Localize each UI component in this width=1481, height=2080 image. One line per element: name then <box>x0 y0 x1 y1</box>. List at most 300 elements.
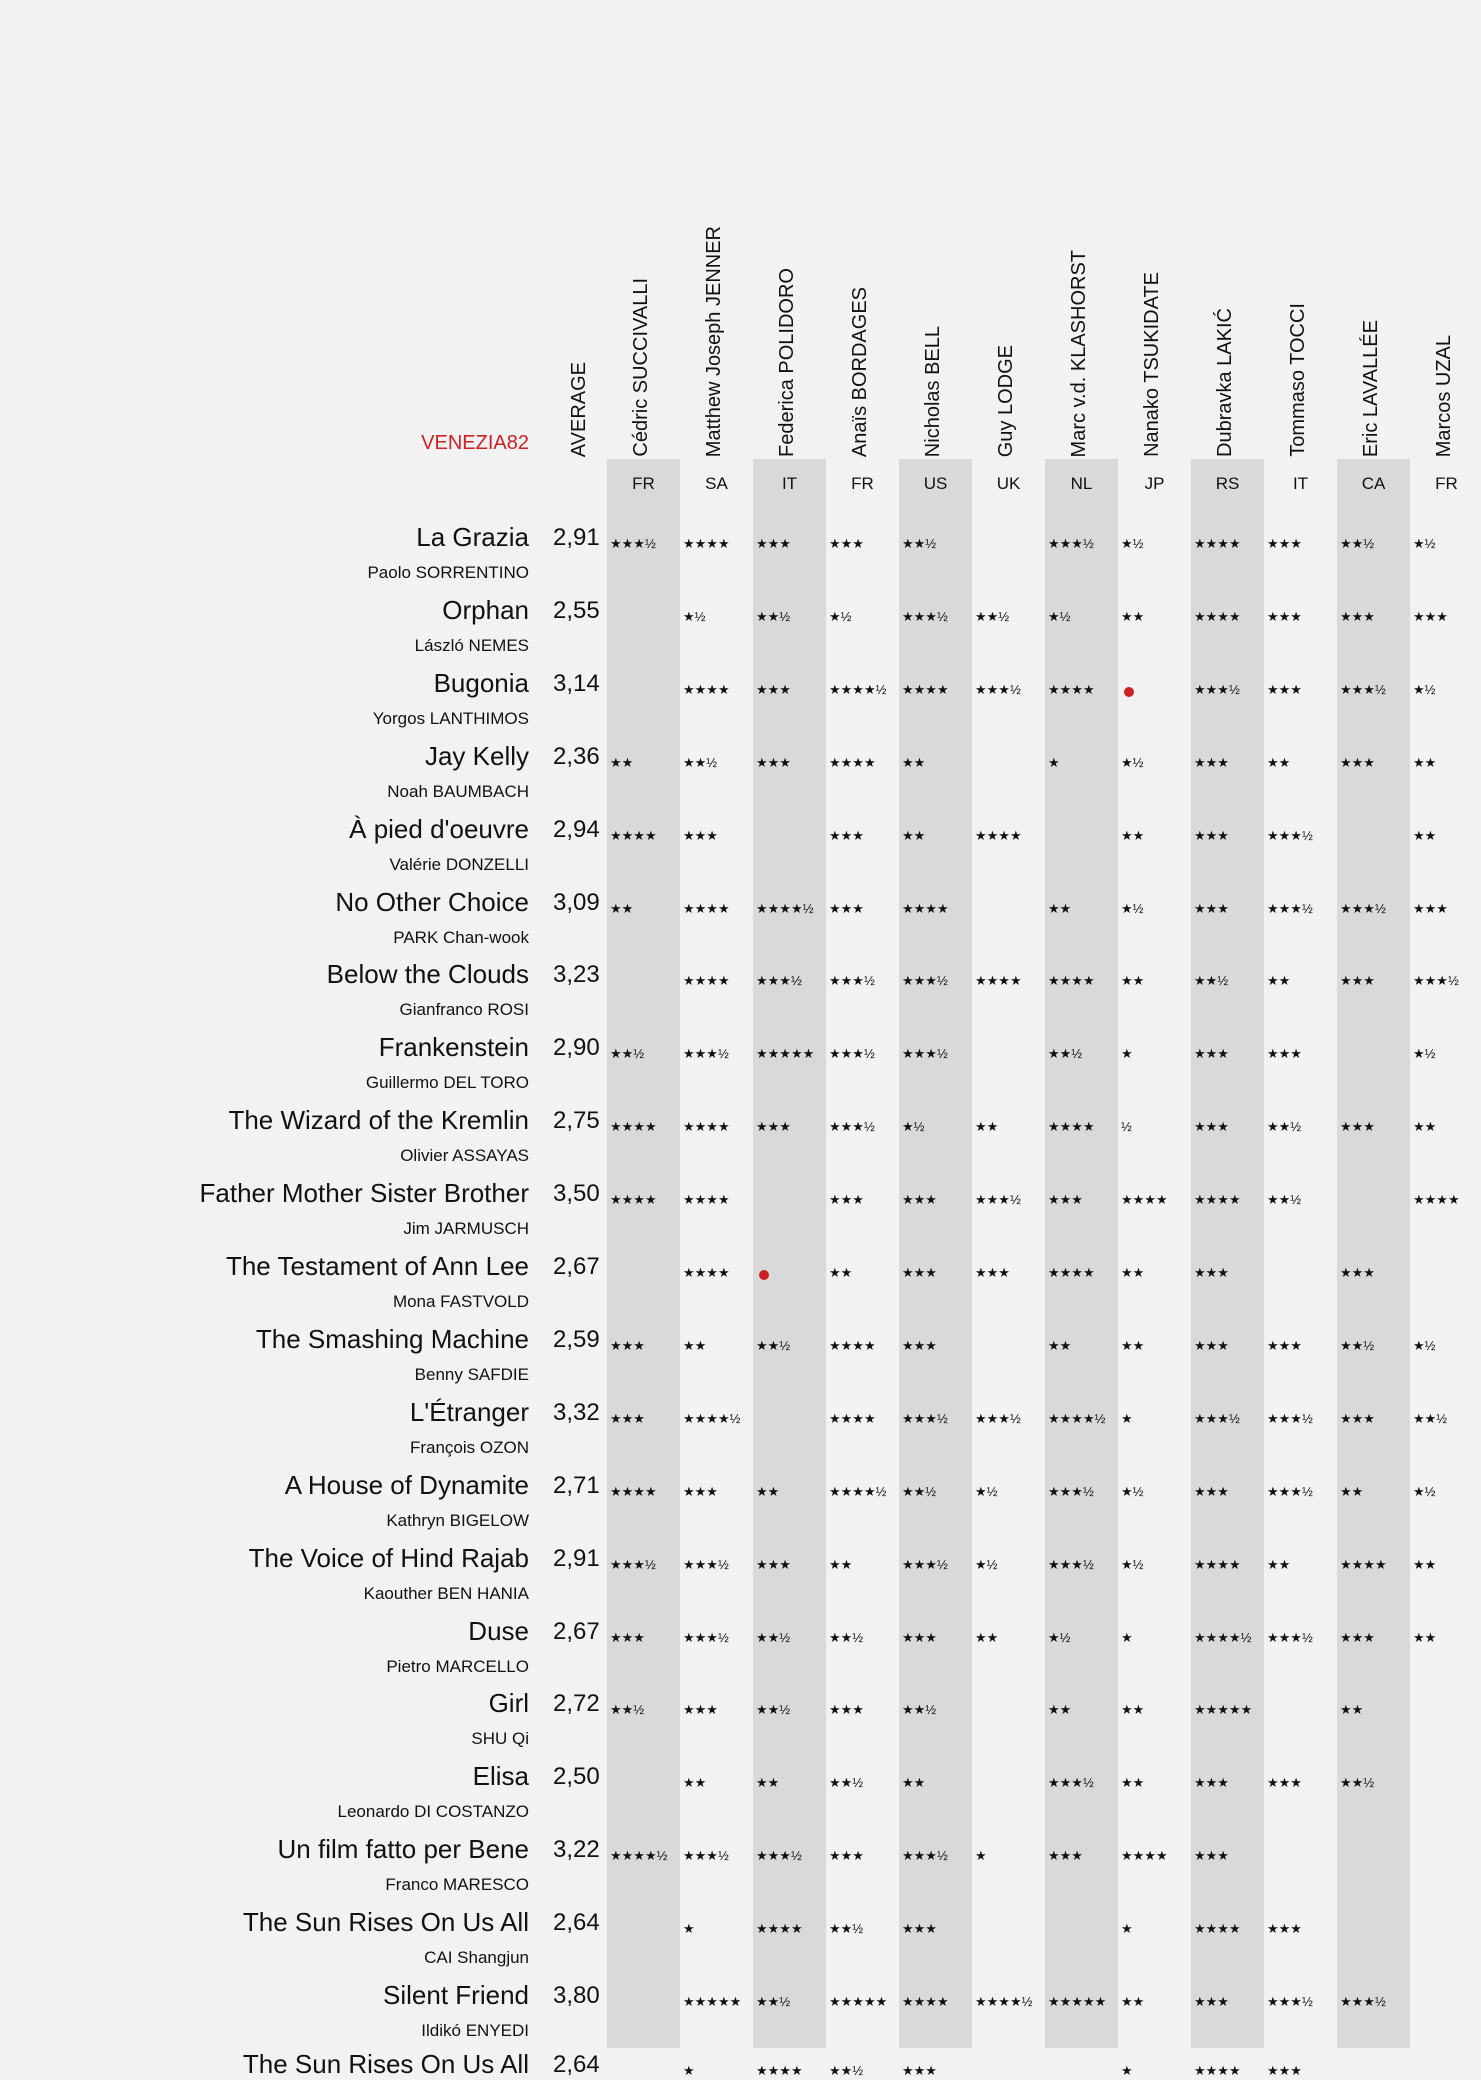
rating-cell: ★★★★ <box>829 1410 876 1426</box>
rating-cell: ★½ <box>1413 1483 1436 1499</box>
film-average: 3,80 <box>553 1982 600 2009</box>
film-title: Below the Clouds <box>326 959 529 990</box>
critic-name-header: Cédric SUCCIVALLI <box>630 278 652 457</box>
film-average: 2,64 <box>553 1909 600 1937</box>
critic-country: UK <box>996 474 1021 493</box>
rating-cell: ★★★ <box>1267 1775 1302 1791</box>
film-average: 2,94 <box>553 815 600 843</box>
rating-cell: ★★★½ <box>829 1119 875 1135</box>
rating-cell: ★★★ <box>1194 1046 1229 1062</box>
festival-label: VENEZIA82 <box>421 432 529 454</box>
rating-cell: ★★ <box>902 754 926 770</box>
rating-cell: ★★★ <box>1194 1994 1229 2009</box>
film-director: Paolo SORRENTINO <box>367 563 529 582</box>
film-title: À pied d'oeuvre <box>349 813 529 844</box>
film-average: 2,71 <box>553 1471 600 1499</box>
film-director: László NEMES <box>414 635 529 655</box>
rating-cell: ★★★½ <box>902 1848 948 1864</box>
critic-name-header: Anaïs BORDAGES <box>849 286 871 457</box>
rating-cell: ★★★ <box>829 1192 864 1208</box>
rating-cell: ★½ <box>683 608 706 624</box>
rating-cell: ★★★ <box>1194 754 1229 770</box>
rating-cell: ★★★½ <box>902 1556 948 1572</box>
rating-cell: ★★½ <box>756 1629 791 1645</box>
rating-cell: ★★ <box>756 1483 780 1499</box>
critic-name-header: Guy LODGE <box>995 344 1017 457</box>
rating-cell: ★½ <box>1121 900 1144 916</box>
critic-country: FR <box>851 474 874 493</box>
rating-cell: ★★★½ <box>1048 1483 1094 1499</box>
rating-cell: ★★★ <box>1340 608 1375 624</box>
film-director: CAI Shangjun <box>424 1948 529 1968</box>
rating-cell: ★ <box>1121 1629 1133 1645</box>
rating-cell: ★★★★ <box>610 1192 657 1208</box>
rating-cell: ★★ <box>1121 1775 1145 1791</box>
film-title: Girl <box>488 1688 529 1719</box>
film-director: Ildikó ENYEDI <box>421 2021 529 2040</box>
rating-cell: ★★ <box>902 1775 926 1791</box>
rating-cell: ★★★★ <box>1048 1119 1095 1135</box>
rating-cell: ★½ <box>902 1119 925 1135</box>
rating-cell: ★★★★ <box>829 1337 876 1353</box>
film-title: The Voice of Hind Rajab <box>248 1542 529 1573</box>
rating-cell: ★★★★½ <box>1048 1410 1106 1426</box>
rating-cell: ★★★½ <box>1340 681 1386 697</box>
film-average: 3,09 <box>553 888 600 916</box>
rating-cell: ★★★★ <box>1194 1921 1241 1937</box>
critic-country: IT <box>1292 474 1309 493</box>
rating-cell: ★★½ <box>1048 1046 1083 1062</box>
rating-cell: ★★★ <box>756 1119 791 1135</box>
walkout-dot <box>1124 687 1134 697</box>
rating-cell: ★★★★★ <box>1194 1702 1253 1718</box>
film-title: Jay Kelly <box>424 740 529 771</box>
rating-cell: ★★ <box>1048 1337 1072 1353</box>
rating-cell: ★ <box>683 1921 695 1937</box>
rating-cell: ½ <box>1121 1119 1132 1135</box>
rating-cell: ★★½ <box>756 608 791 624</box>
rating-cell: ★★½ <box>902 1702 937 1718</box>
film-director: Benny SAFDIE <box>414 1364 529 1384</box>
rating-cell: ★★ <box>683 1775 707 1791</box>
rating-cell: ★ <box>975 1848 987 1864</box>
rating-cell: ★★★ <box>1194 1265 1229 1280</box>
critic-name-header: Nicholas BELL <box>922 325 944 457</box>
rating-cell: ★★★★ <box>975 973 1022 989</box>
rating-cell: ★★★ <box>1194 1775 1229 1791</box>
rating-cell: ★★★★ <box>1194 1192 1241 1208</box>
rating-cell: ★★★★½ <box>1194 1629 1252 1645</box>
rating-cell: ★★★★ <box>683 1119 730 1135</box>
rating-cell: ★★★ <box>902 1265 937 1280</box>
rating-cell: ★★ <box>1340 1483 1364 1499</box>
rating-cell: ★★★½ <box>902 1046 948 1062</box>
film-title: The Sun Rises On Us All <box>242 2048 529 2079</box>
rating-cell: ★★★½ <box>1340 900 1386 916</box>
film-director: SHU Qi <box>471 1729 529 1749</box>
rating-cell: ★★★½ <box>1048 1556 1094 1572</box>
rating-cell: ★★ <box>1340 1702 1364 1718</box>
rating-cell: ★★★ <box>1194 827 1229 843</box>
critic-name-header: Marc v.d. KLASHORST <box>1068 249 1090 457</box>
rating-cell: ★★★ <box>756 681 791 697</box>
critic-country: NL <box>1070 474 1093 493</box>
film-average: 2,59 <box>553 1325 600 1353</box>
rating-cell: ★★★ <box>1194 900 1229 916</box>
rating-cell: ★½ <box>1121 1483 1144 1499</box>
critic-name-header: Federica POLIDORO <box>776 268 798 457</box>
rating-cell: ★★★ <box>829 1702 864 1718</box>
rating-cell: ★★½ <box>1267 1192 1302 1208</box>
rating-cell: ★★★ <box>683 827 718 843</box>
rating-cell: ★★ <box>1121 1337 1145 1353</box>
critic-country: SA <box>705 474 728 493</box>
film-title: A House of Dynamite <box>284 1469 529 1500</box>
film-average: 2,50 <box>553 1763 600 1791</box>
rating-cell: ★★★ <box>829 827 864 843</box>
rating-cell: ★½ <box>1413 1337 1436 1353</box>
rating-cell: ★★ <box>1048 900 1072 916</box>
rating-cell: ★★★★ <box>683 900 730 916</box>
rating-cell: ★★★ <box>1340 973 1375 989</box>
rating-cell: ★★★★ <box>1121 1192 1168 1208</box>
rating-cell: ★½ <box>829 608 852 624</box>
rating-cell: ★★ <box>1267 973 1291 989</box>
rating-cell: ★★★ <box>756 754 791 770</box>
film-average: 2,67 <box>553 1253 600 1280</box>
critic-name-header: Nanako TSUKIDATE <box>1141 272 1163 457</box>
rating-cell: ★★★ <box>756 536 791 551</box>
film-average: 2,90 <box>553 1034 600 1062</box>
rating-cell: ★★ <box>1267 754 1291 770</box>
rating-cell: ★★★ <box>829 900 864 916</box>
rating-cell: ★★½ <box>1340 1775 1375 1791</box>
rating-cell: ★★★★ <box>683 973 730 989</box>
rating-cell: ★★½ <box>756 1702 791 1718</box>
rating-cell: ★★ <box>1413 1556 1437 1572</box>
rating-cell: ★★½ <box>1340 536 1375 551</box>
rating-cell: ★★★½ <box>975 1192 1021 1208</box>
rating-cell: ★★★ <box>683 1483 718 1499</box>
rating-cell: ★★★½ <box>1194 1410 1240 1426</box>
film-director: Noah BAUMBACH <box>387 781 529 801</box>
critic-name-header: Marcos UZAL <box>1433 334 1455 457</box>
film-average: 3,22 <box>553 1836 600 1864</box>
rating-cell: ★★★★ <box>610 1483 657 1499</box>
critic-name-header: Tommaso TOCCI <box>1287 303 1309 457</box>
rating-cell: ★★½ <box>1194 973 1229 989</box>
rating-cell: ★½ <box>1413 1046 1436 1062</box>
rating-cell: ★★★ <box>902 2062 937 2078</box>
rating-cell: ★★★ <box>1194 1119 1229 1135</box>
rating-cell: ★★★★½ <box>829 681 887 697</box>
rating-cell: ★★ <box>975 1119 999 1135</box>
rating-cell: ★★★★ <box>1194 536 1241 551</box>
rating-cell: ★★★ <box>1267 608 1302 624</box>
film-title: Orphan <box>442 594 529 625</box>
rating-cell: ★★★★ <box>756 2062 803 2078</box>
film-average: 3,50 <box>553 1180 600 1208</box>
film-director: Gianfranco ROSI <box>399 1000 529 1020</box>
critic-name-header: Dubravka LAKIĆ <box>1214 308 1236 457</box>
rating-cell: ★★★★ <box>683 536 730 551</box>
rating-cell: ★★★½ <box>829 1046 875 1062</box>
rating-cell: ★★★★ <box>902 1994 949 2009</box>
rating-cell: ★★★ <box>1340 754 1375 770</box>
rating-cell: ★★★★½ <box>610 1848 668 1864</box>
rating-cell: ★★★½ <box>756 973 802 989</box>
rating-cell: ★★★ <box>1267 2062 1302 2078</box>
critic-country: CA <box>1361 474 1386 493</box>
rating-cell: ★★★½ <box>1267 1629 1313 1645</box>
rating-cell: ★★★ <box>756 1556 791 1572</box>
rating-cell: ★★½ <box>1413 1410 1448 1426</box>
film-director: Leonardo DI COSTANZO <box>337 1802 529 1822</box>
rating-cell: ★½ <box>975 1556 998 1572</box>
rating-cell: ★★★½ <box>829 973 875 989</box>
rating-cell: ★★½ <box>610 1702 645 1718</box>
critic-name-header: Eric LAVALLÉE <box>1360 319 1382 457</box>
film-director: Franco MARESCO <box>385 1875 529 1895</box>
film-average: 2,91 <box>553 524 600 551</box>
film-average: 3,23 <box>553 961 600 989</box>
rating-cell: ★ <box>1121 1410 1133 1426</box>
rating-cell: ★★★★ <box>1048 973 1095 989</box>
rating-cell: ★★★★ <box>1048 681 1095 697</box>
film-title: Bugonia <box>433 667 529 698</box>
rating-cell: ★★★ <box>902 1192 937 1208</box>
rating-cell: ★★ <box>610 754 634 770</box>
rating-cell: ★★★★ <box>829 754 876 770</box>
film-director: PARK Chan-wook <box>393 927 529 947</box>
rating-cell: ★ <box>1121 1921 1133 1937</box>
rating-cell: ★★★ <box>1267 536 1302 551</box>
rating-cell: ★★★★ <box>610 827 657 843</box>
rating-cell: ★★½ <box>829 2062 864 2078</box>
rating-cell: ★★½ <box>1267 1119 1302 1135</box>
rating-cell: ★★★ <box>902 1337 937 1353</box>
rating-cell: ★★★½ <box>683 1046 729 1062</box>
rating-cell: ★★★★ <box>1121 1848 1168 1864</box>
rating-cell: ★★★★★ <box>756 1046 815 1062</box>
rating-cell: ★★★★½ <box>756 900 814 916</box>
rating-cell: ★ <box>1048 754 1060 770</box>
rating-cell: ★★★½ <box>1048 1775 1094 1791</box>
film-director: François OZON <box>409 1437 529 1457</box>
rating-cell: ★★★ <box>610 1629 645 1645</box>
rating-cell: ★★★ <box>975 1265 1010 1280</box>
rating-cell: ★ <box>1121 1046 1133 1062</box>
rating-cell: ★★★½ <box>902 1410 948 1426</box>
film-title: The Smashing Machine <box>255 1323 529 1354</box>
rating-cell: ★★ <box>1121 1994 1145 2009</box>
rating-cell: ★★ <box>1413 754 1437 770</box>
rating-cell: ★★★½ <box>1048 536 1094 551</box>
film-title: L'Étranger <box>409 1396 529 1427</box>
rating-cell: ★★½ <box>902 1483 937 1499</box>
rating-cell: ★★ <box>1413 1119 1437 1135</box>
critic-name-header: Matthew Joseph JENNER <box>703 225 725 457</box>
rating-cell: ★★★½ <box>1194 681 1240 697</box>
rating-cell: ★★★★½ <box>683 1410 741 1426</box>
critic-country: FR <box>1435 474 1458 493</box>
film-average: 2,75 <box>553 1107 600 1135</box>
rating-cell: ★½ <box>1121 536 1144 551</box>
film-director: Kaouther BEN HANIA <box>363 1583 529 1603</box>
rating-cell: ★★★ <box>1267 1921 1302 1937</box>
rating-cell: ★★ <box>756 1775 780 1791</box>
rating-cell: ★★★★★ <box>1048 1994 1107 2009</box>
rating-cell: ★★★½ <box>683 1848 729 1864</box>
rating-cell: ★½ <box>1048 608 1071 624</box>
rating-cell: ★★ <box>829 1265 853 1280</box>
rating-cell: ★★★ <box>1194 1483 1229 1499</box>
film-title: No Other Choice <box>335 886 529 917</box>
column-stripe <box>607 459 680 2048</box>
rating-cell: ★★★½ <box>610 536 656 551</box>
rating-cell: ★★★★ <box>1340 1556 1387 1572</box>
rating-cell: ★ <box>1121 2062 1133 2078</box>
walkout-dot <box>759 1270 769 1280</box>
rating-cell: ★★★½ <box>1267 1483 1313 1499</box>
rating-cell: ★★★ <box>1048 1192 1083 1208</box>
film-director: Yorgos LANTHIMOS <box>372 708 529 728</box>
rating-cell: ★★ <box>975 1629 999 1645</box>
critic-country: FR <box>632 474 655 493</box>
rating-cell: ★★★½ <box>902 973 948 989</box>
film-average: 2,36 <box>553 742 600 770</box>
rating-cell: ★ <box>683 2062 695 2078</box>
rating-cell: ★★ <box>1121 827 1145 843</box>
rating-cell: ★★½ <box>683 754 718 770</box>
rating-cell: ★★ <box>1267 1556 1291 1572</box>
rating-cell: ★★★½ <box>610 1556 656 1572</box>
film-director: Kathryn BIGELOW <box>386 1510 529 1530</box>
rating-cell: ★½ <box>1048 1629 1071 1645</box>
critic-country: RS <box>1215 474 1240 493</box>
rating-cell: ★★½ <box>1340 1337 1375 1353</box>
rating-cell: ★★★★ <box>902 900 949 916</box>
film-director: Jim JARMUSCH <box>403 1219 529 1239</box>
film-average: 2,67 <box>553 1617 600 1645</box>
rating-cell: ★★★ <box>1340 1265 1375 1280</box>
rating-cell: ★½ <box>1121 754 1144 770</box>
film-average: 2,55 <box>553 596 600 624</box>
critic-country: IT <box>781 474 798 493</box>
rating-cell: ★★ <box>1413 1629 1437 1645</box>
rating-cell: ★★½ <box>756 1337 791 1353</box>
rating-cell: ★★★½ <box>902 608 948 624</box>
critic-country: JP <box>1144 474 1165 493</box>
film-director: Valérie DONZELLI <box>389 854 529 874</box>
rating-cell: ★½ <box>1413 536 1436 551</box>
rating-cell: ★★½ <box>610 1046 645 1062</box>
rating-cell: ★★★ <box>829 1848 864 1864</box>
rating-cell: ★★★★½ <box>829 1483 887 1499</box>
rating-cell: ★½ <box>975 1483 998 1499</box>
film-director: Pietro MARCELLO <box>386 1656 529 1676</box>
rating-cell: ★★★★ <box>1048 1265 1095 1280</box>
film-director: Guillermo DEL TORO <box>365 1073 529 1093</box>
film-title: Silent Friend <box>383 1980 529 2010</box>
rating-cell: ★★★ <box>1048 1848 1083 1864</box>
rating-cell: ★★★½ <box>756 1848 802 1864</box>
rating-cell: ★★★★ <box>1194 2062 1241 2078</box>
rating-cell: ★★★½ <box>975 1410 1021 1426</box>
rating-cell: ★★★ <box>1340 1629 1375 1645</box>
rating-cell: ★★★ <box>902 1921 937 1937</box>
rating-cell: ★★★ <box>1340 1119 1375 1135</box>
rating-cell: ★★★½ <box>1340 1994 1386 2009</box>
rating-cell: ★★★★ <box>902 681 949 697</box>
rating-cell: ★★ <box>902 827 926 843</box>
rating-cell: ★★★★ <box>610 1119 657 1135</box>
film-title: Elisa <box>472 1761 529 1792</box>
rating-cell: ★★ <box>1121 1265 1145 1280</box>
rating-cell: ★★★ <box>902 1629 937 1645</box>
rating-cell: ★★★½ <box>1413 973 1459 989</box>
rating-cell: ★★½ <box>829 1629 864 1645</box>
film-title: The Sun Rises On Us All <box>242 1907 529 1938</box>
rating-cell: ★★★★ <box>1413 1192 1460 1208</box>
rating-cell: ★★★ <box>610 1337 645 1353</box>
rating-cell: ★★ <box>1413 827 1437 843</box>
film-average: 2,64 <box>553 2050 600 2078</box>
rating-cell: ★★ <box>683 1337 707 1353</box>
film-director: Olivier ASSAYAS <box>400 1146 529 1166</box>
rating-cell: ★★★★½ <box>975 1994 1033 2009</box>
rating-cell: ★★★½ <box>975 681 1021 697</box>
rating-cell: ★★★½ <box>1267 827 1313 843</box>
rating-cell: ★★★★ <box>975 827 1022 843</box>
rating-cell: ★★★ <box>1194 1337 1229 1353</box>
rating-cell: ★★★★ <box>756 1921 803 1937</box>
rating-cell: ★★★½ <box>1267 1994 1313 2009</box>
rating-cell: ★½ <box>1121 1556 1144 1572</box>
rating-cell: ★★½ <box>829 1921 864 1937</box>
film-title: Father Mother Sister Brother <box>199 1178 529 1209</box>
rating-cell: ★★★ <box>829 536 864 551</box>
film-title: Un film fatto per Bene <box>277 1834 529 1865</box>
rating-cell: ★★½ <box>756 1994 791 2009</box>
rating-cell: ★★★ <box>683 1702 718 1718</box>
rating-cell: ★★★½ <box>683 1556 729 1572</box>
film-director: Mona FASTVOLD <box>392 1292 529 1311</box>
film-title: La Grazia <box>416 522 529 552</box>
rating-cell: ★★★ <box>610 1410 645 1426</box>
film-title: Frankenstein <box>378 1032 529 1063</box>
film-average: 2,91 <box>553 1544 600 1572</box>
rating-cell: ★½ <box>1413 681 1436 697</box>
rating-cell: ★★★½ <box>1267 1410 1313 1426</box>
film-title: Duse <box>468 1615 529 1646</box>
film-average: 3,32 <box>553 1398 600 1426</box>
film-title: The Testament of Ann Lee <box>225 1251 529 1281</box>
rating-cell: ★★★ <box>1413 900 1448 916</box>
rating-cell: ★★★ <box>1267 681 1302 697</box>
rating-cell: ★★★ <box>1340 1410 1375 1426</box>
film-average: 2,72 <box>553 1690 600 1718</box>
rating-cell: ★★★ <box>1194 1848 1229 1864</box>
rating-cell: ★★ <box>1121 1702 1145 1718</box>
rating-cell: ★★½ <box>975 608 1010 624</box>
rating-cell: ★★★★★ <box>829 1994 888 2009</box>
critic-country: US <box>923 474 948 493</box>
rating-cell: ★★ <box>1048 1702 1072 1718</box>
rating-cell: ★★★ <box>1413 608 1448 624</box>
rating-cell: ★★★★ <box>1194 608 1241 624</box>
average-header: AVERAGE <box>568 361 590 457</box>
